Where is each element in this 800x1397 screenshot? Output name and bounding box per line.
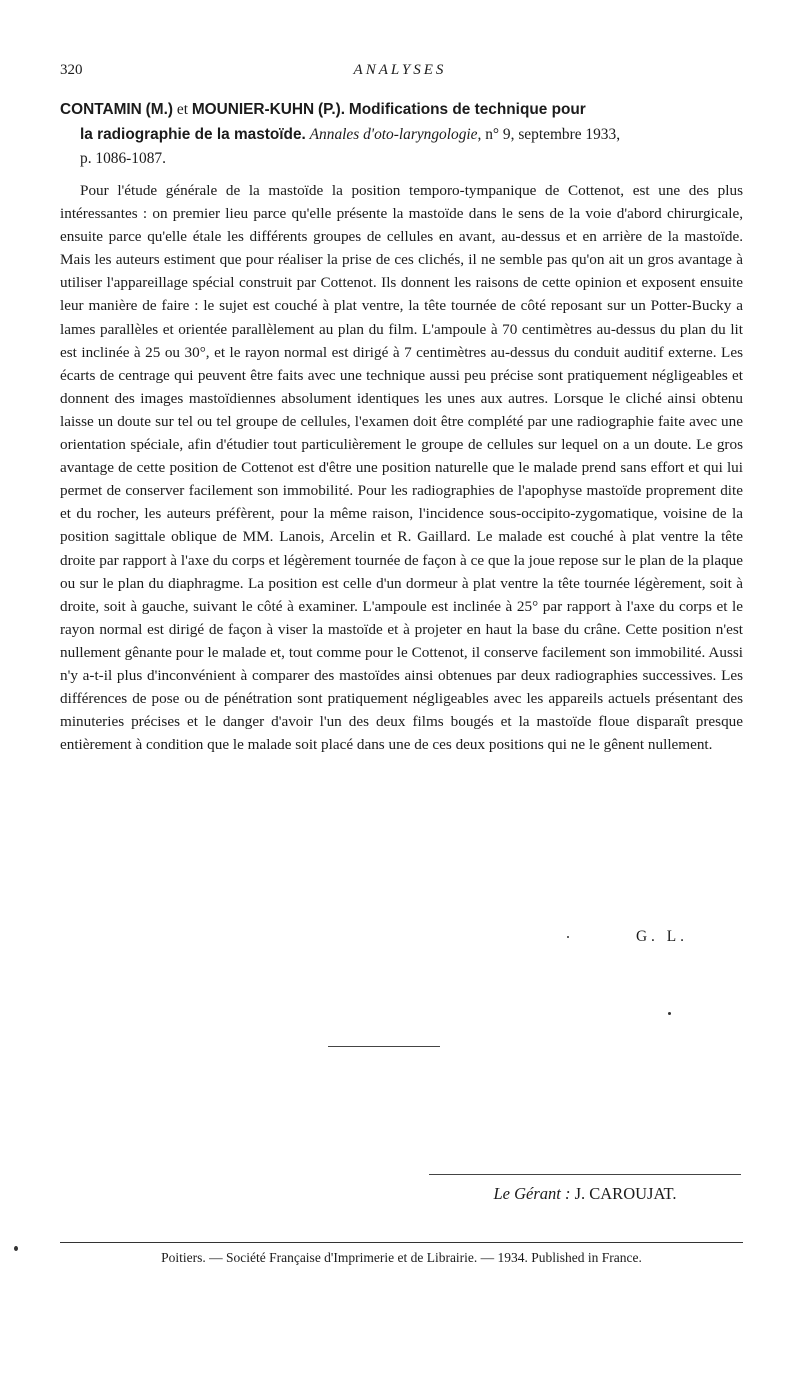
- author-1: CONTAMIN: [60, 101, 142, 118]
- journal-issue: n° 9, septembre 1933,: [485, 125, 621, 143]
- printer-imprint: Poitiers. — Société Française d'Imprimerie et de Librairie. — 1934. Published in France.: [161, 1250, 642, 1265]
- author-2-initial: (P.).: [317, 101, 346, 118]
- section-divider: [328, 1046, 440, 1047]
- article-title-part2: la radiographie de la mastoïde.: [80, 125, 306, 143]
- section-title: ANALYSES: [353, 62, 447, 78]
- footer-divider: [60, 1242, 743, 1243]
- journal-name: Annales d'oto-laryngologie,: [309, 125, 482, 143]
- print-speck: [14, 1246, 18, 1251]
- manager-divider: [429, 1174, 741, 1175]
- running-head: [60, 62, 740, 86]
- manager-label: Le Gérant :: [493, 1184, 571, 1203]
- manager-name: J. CAROUJAT.: [574, 1184, 677, 1203]
- author-2: MOUNIER-KUHN: [191, 101, 315, 118]
- article-citation: [60, 98, 743, 172]
- author-1-initial: (M.): [145, 101, 174, 118]
- print-speck: [668, 1012, 671, 1015]
- manager-signature: [429, 1184, 741, 1204]
- article-title-part1: Modifications de technique pour: [348, 101, 586, 118]
- author-conjunction: et: [176, 101, 188, 118]
- page-number: 320: [60, 62, 83, 78]
- abstract-body: Pour l'étude générale de la mastoïde la position temporo-tympanique de Cottenot, est une des plus intéressantes : on premier lieu parce qu'elle présente la mastoïde dans le sens de la voie d'abord chirurgicale, ensuite parce qu'elle étale les différents groupes de cellules en avant, au-dessus et en arrière de la mastoïde. Mais les auteurs estiment que pour réaliser la prise de ces clichés, il ne semble pas qu'on ait un gros avantage à utiliser l'appareillage spécial construit par Cottenot. Ils donnent les raisons de cette opinion et exposent ensuite leur manière de faire : le sujet est couché à plat ventre, la tête tournée de côté reposant sur un Potter-Bucky a lames parallèles et orientée parallèlement au plan du film. L'ampoule à 70 centimètres au-dessus du plan du lit est inclinée à 25 ou 30°, et le rayon normal est dirigé à 7 centimètres au-dessus du conduit auditif externe. Les écarts de centrage qui peuvent être faits avec une technique aussi peu précise sont pratiquement négligeables et donnent des images mastoïdiennes absolument identiques les unes aux autres. Lorsque le cliché ainsi obtenu laisse un doute sur tel ou tel groupe de cellules, l'examen doit être complété par une radiographie faite avec une orientation spéciale, afin d'étudier tout particulièrement le groupe de cellules sur lequel on a un doute. Le gros avantage de cette position de Cottenot est d'être une position naturelle que le malade prend sans effort et qui lui permet de conserver facilement son immobilité. Pour les radiographies de l'apophyse mastoïde proprement dite et du rocher, les auteurs préfèrent, pour la même raison, l'incidence sous-occipito-zygomatique, voisine de la position sagittale oblique de MM. Lanois, Arcelin et R. Gaillard. Le malade est couché à plat ventre la tête droite par rapport à l'axe du corps et légèrement tournée de façon à ce que la joue repose sur le plan de la plaque ou sur le plan du diaphragme. La position est celle d'un dormeur à plat ventre la tête tournée légèrement, soit à droite, soit à gauche, suivant le côté à examiner. L'ampoule est inclinée à 25° par rapport à l'axe du corps et le rayon normal est dirigé de façon à viser la mastoïde et à projeter en haut la base du crâne. Cette position n'est nullement gênante pour le malade et, tout comme pour le Cottenot, il conserve facilement son immobilité. Aussi n'y a-t-il plus d'inconvénient à comparer des mastoïdes ainsi obtenues par deux radiographies successives. Les différences de pose ou de pénétration sont pratiquement négligeables avec les appareils actuels présentant des minuteries précises et le danger d'avoir l'un des deux films bougés et la mastoïde floue disparaît presque entièrement à condition que le malade soit placé dans une de ces deux positions qui ne le gênent nullement.: [60, 182, 743, 754]
- journal-pages: p. 1086-1087.: [80, 150, 166, 167]
- reviewer-initials: G. L.: [635, 928, 688, 945]
- print-speck: [567, 936, 569, 938]
